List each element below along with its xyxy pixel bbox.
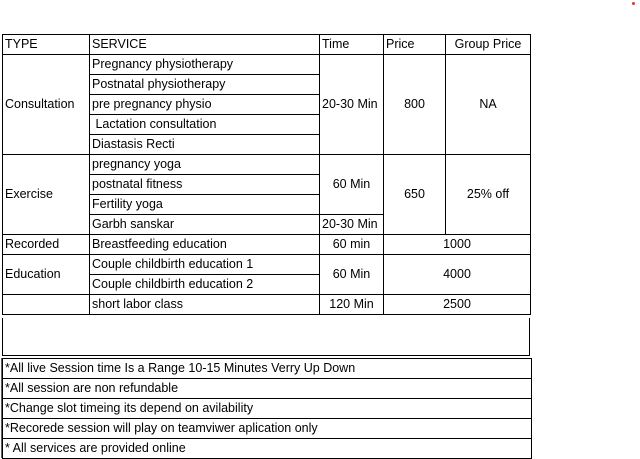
price-table [2, 34, 531, 315]
group-price-cell: NA [446, 55, 531, 155]
price-cell: 1000 [384, 235, 531, 255]
header-group-price: Group Price [446, 35, 531, 55]
price-cell: 2500 [384, 295, 531, 315]
selection-edge-line [1, 358, 2, 458]
service-cell: Lactation consultation [90, 115, 320, 135]
service-cell: Diastasis Recti [90, 135, 320, 155]
note-row [3, 379, 532, 399]
price-cell: 650 [384, 155, 446, 235]
note-row [3, 419, 532, 439]
service-cell: Garbh sanskar [90, 215, 320, 235]
time-cell: 120 Min [320, 295, 384, 315]
price-cell: 800 [384, 55, 446, 155]
time-cell: 20-30 Min [320, 215, 384, 235]
service-cell: Pregnancy physiotherapy [90, 55, 320, 75]
table-row [3, 255, 531, 275]
header-price: Price [384, 35, 446, 55]
note-text: *Recorede session will play on teamviwer aplication only [3, 419, 532, 439]
table-row [3, 155, 531, 175]
type-exercise: Exercise [3, 155, 90, 235]
type-education: Education [3, 255, 90, 295]
note-text: *All live Session time Is a Range 10-15 Minutes Verry Up Down [3, 359, 532, 379]
note-row [3, 359, 532, 379]
note-text: *All session are non refundable [3, 379, 532, 399]
time-cell: 20-30 Min [320, 55, 384, 155]
blank-spacer-row [2, 318, 530, 356]
time-cell: 60 min [320, 235, 384, 255]
note-row [3, 399, 532, 419]
service-cell: Couple childbirth education 1 [90, 255, 320, 275]
type-recorded: Recorded [3, 235, 90, 255]
type-consultation: Consultation [3, 55, 90, 155]
note-row [3, 439, 532, 459]
table-row [3, 55, 531, 75]
header-service: SERVICE [90, 35, 320, 55]
notes-table [2, 358, 532, 459]
service-cell: Postnatal physiotherapy [90, 75, 320, 95]
type-empty [3, 295, 90, 315]
note-text: * All services are provided online [3, 439, 532, 459]
header-type: TYPE [3, 35, 90, 55]
service-cell: pre pregnancy physio [90, 95, 320, 115]
table-row [3, 295, 531, 315]
service-cell: Couple childbirth education 2 [90, 275, 320, 295]
price-cell: 4000 [384, 255, 531, 295]
time-cell: 60 Min [320, 255, 384, 295]
note-text: *Change slot timeing its depend on avilability [3, 399, 532, 419]
service-cell: Fertility yoga [90, 195, 320, 215]
header-row [3, 35, 531, 55]
time-cell: 60 Min [320, 155, 384, 215]
red-dot-mark [632, 2, 635, 5]
service-cell: Breastfeeding education [90, 235, 320, 255]
table-row [3, 235, 531, 255]
header-time: Time [320, 35, 384, 55]
service-cell: pregnancy yoga [90, 155, 320, 175]
service-cell: postnatal fitness [90, 175, 320, 195]
group-price-cell: 25% off [446, 155, 531, 235]
service-cell: short labor class [90, 295, 320, 315]
